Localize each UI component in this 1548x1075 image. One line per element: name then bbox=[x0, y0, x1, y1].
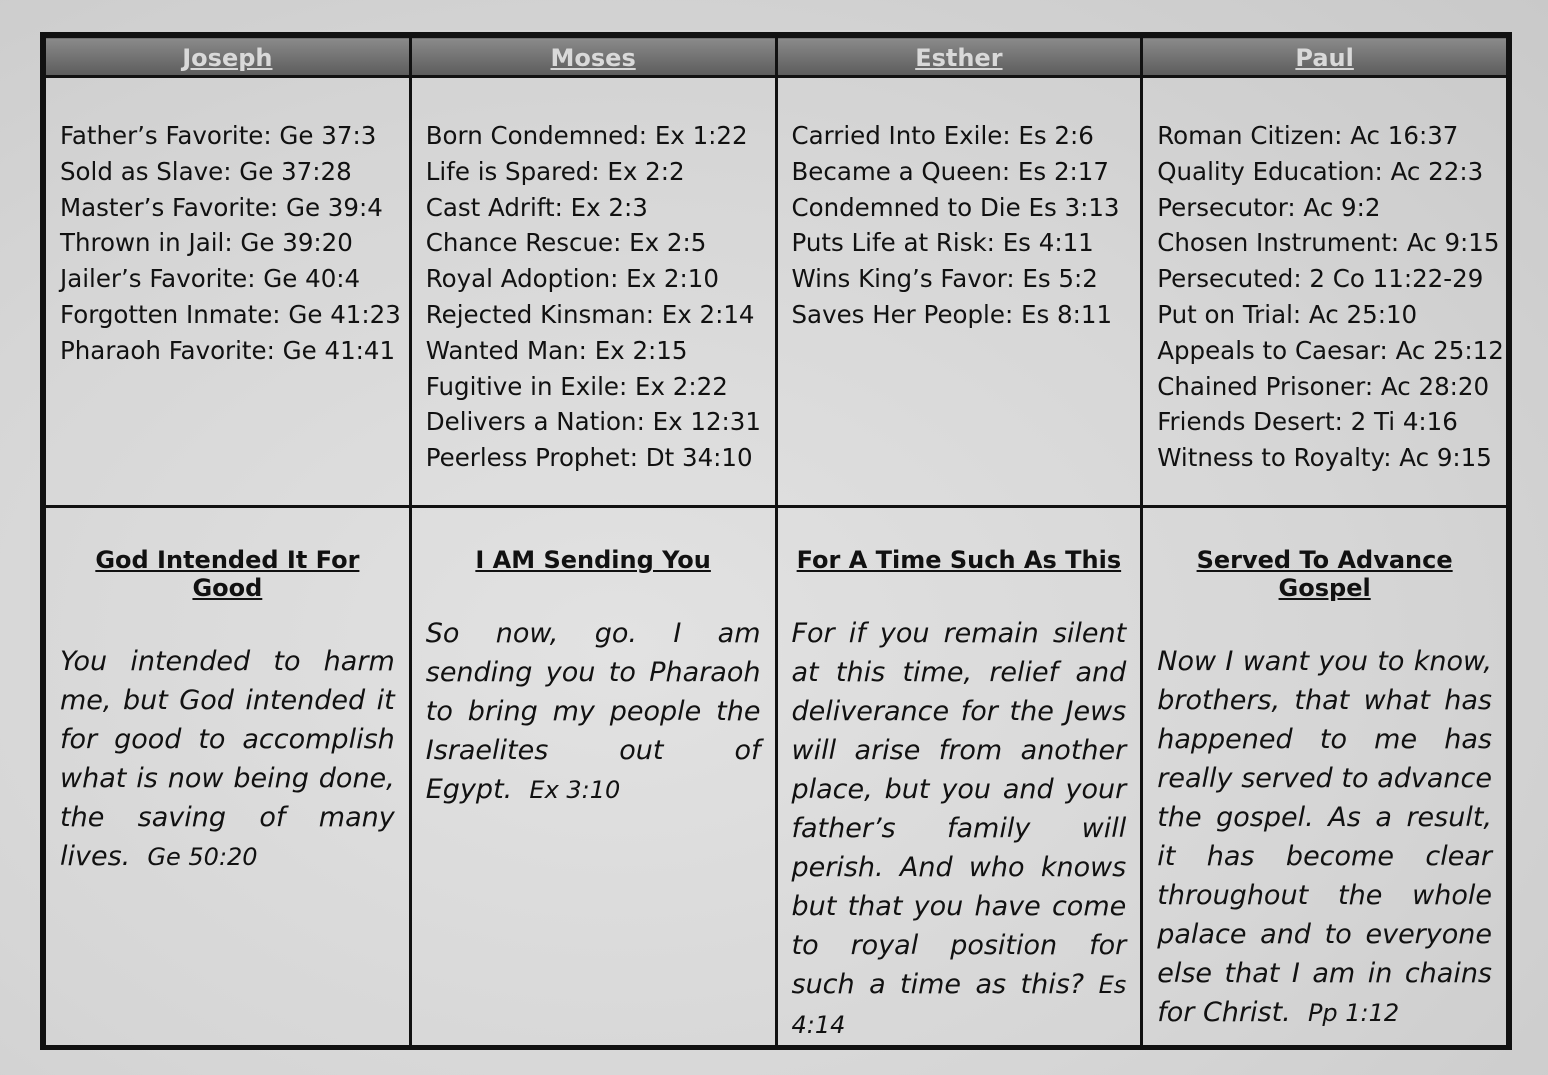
comparison-table bbox=[40, 32, 1512, 1050]
event-item: Quality Education: Ac 22:3 bbox=[1157, 156, 1484, 186]
event-item: Roman Citizen: Ac 16:37 bbox=[1157, 121, 1459, 150]
event-item: Cast Adrift: Ex 2:3 bbox=[425, 192, 648, 222]
events-list-paul bbox=[1143, 78, 1506, 476]
event-item: Thrown in Jail: Ge 39:20 bbox=[60, 228, 353, 258]
event-item: Wins King’s Favor: Es 5:2 bbox=[791, 264, 1098, 294]
quote-reference: Ex 3:10 bbox=[529, 776, 621, 804]
event-item: Condemned to Die Es 3:13 bbox=[791, 192, 1120, 222]
quote-reference: Ge 50:20 bbox=[147, 843, 258, 871]
event-item: Friends Desert: 2 Ti 4:16 bbox=[1157, 407, 1458, 437]
event-item: Wanted Man: Ex 2:15 bbox=[425, 335, 688, 365]
events-list-moses bbox=[412, 78, 775, 476]
event-item: Pharaoh Favorite: Ge 41:41 bbox=[60, 335, 396, 365]
event-item: Royal Adoption: Ex 2:10 bbox=[425, 264, 719, 294]
event-item: Sold as Slave: Ge 37:28 bbox=[60, 156, 352, 186]
comparison-grid bbox=[43, 35, 1509, 1048]
quote-text: For if you remain silent at this time, relief and deliverance for the Jews will arise from another place, but you and your father’s family will perish. And who knows but that you have come to royal position for such a time as this? bbox=[791, 618, 1127, 1000]
quote-reference: Es 4:14 bbox=[791, 971, 1127, 1039]
event-item: Peerless Prophet: Dt 34:10 bbox=[425, 443, 753, 473]
event-item: Became a Queen: Es 2:17 bbox=[791, 156, 1109, 186]
quote-text: Now I want you to know, brothers, that what has happened to me has really served to advance the gospel. As a result, it has become clear throughout the whole palace and to everyone else that I am in chains for Christ. bbox=[1157, 646, 1492, 1028]
header-joseph: Joseph bbox=[45, 37, 411, 77]
event-item: Persecuted: 2 Co 11:22-29 bbox=[1157, 264, 1484, 294]
event-item: Forgotten Inmate: Ge 41:23 bbox=[60, 299, 401, 329]
events-cell-joseph bbox=[45, 77, 411, 507]
events-cell-moses bbox=[410, 77, 776, 507]
quote-esther bbox=[792, 614, 1127, 1045]
events-cell-paul bbox=[1142, 77, 1508, 507]
header-esther: Esther bbox=[776, 37, 1142, 77]
event-item: Jailer’s Favorite: Ge 40:4 bbox=[60, 264, 361, 294]
theme-title-joseph: God Intended It For Good bbox=[95, 546, 360, 602]
quote-reference: Pp 1:12 bbox=[1307, 999, 1400, 1027]
event-item: Rejected Kinsman: Ex 2:14 bbox=[425, 299, 755, 329]
theme-cell-esther bbox=[776, 507, 1142, 1047]
event-item: Fugitive in Exile: Ex 2:22 bbox=[425, 371, 728, 401]
theme-title-moses: I AM Sending You bbox=[475, 546, 711, 574]
header-moses: Moses bbox=[410, 37, 776, 77]
event-item: Father’s Favorite: Ge 37:3 bbox=[60, 121, 377, 150]
theme-title-esther: For A Time Such As This bbox=[796, 546, 1122, 574]
event-item: Carried Into Exile: Es 2:6 bbox=[791, 121, 1094, 150]
quote-text: So now, go. I am sending you to Pharaoh to bring my people the Israelites out of Egypt. bbox=[425, 618, 761, 805]
header-row bbox=[45, 37, 1508, 77]
event-item: Chosen Instrument: Ac 9:15 bbox=[1157, 228, 1500, 258]
quote-paul bbox=[1157, 642, 1492, 1033]
theme-row bbox=[45, 507, 1508, 1047]
theme-cell-paul bbox=[1142, 507, 1508, 1047]
event-item: Born Condemned: Ex 1:22 bbox=[425, 121, 748, 150]
events-list-joseph bbox=[46, 78, 409, 369]
event-item: Put on Trial: Ac 25:10 bbox=[1157, 299, 1418, 329]
events-cell-esther bbox=[776, 77, 1142, 507]
quote-joseph bbox=[60, 642, 395, 877]
events-list-esther bbox=[778, 78, 1141, 333]
event-item: Saves Her People: Es 8:11 bbox=[791, 299, 1113, 329]
event-item: Life is Spared: Ex 2:2 bbox=[425, 156, 685, 186]
theme-cell-joseph bbox=[45, 507, 411, 1047]
theme-title-paul: Served To Advance Gospel bbox=[1196, 546, 1453, 602]
event-item: Chained Prisoner: Ac 28:20 bbox=[1157, 371, 1490, 401]
quote-moses bbox=[426, 614, 761, 810]
event-item: Chance Rescue: Ex 2:5 bbox=[425, 228, 707, 258]
event-item: Delivers a Nation: Ex 12:31 bbox=[425, 407, 761, 437]
event-item: Puts Life at Risk: Es 4:11 bbox=[791, 228, 1094, 258]
quote-text: You intended to harm me, but God intended it for good to accomplish what is now being done, the saving of many lives. bbox=[60, 646, 395, 872]
event-item: Master’s Favorite: Ge 39:4 bbox=[60, 192, 383, 222]
header-paul: Paul bbox=[1142, 37, 1508, 77]
events-row bbox=[45, 77, 1508, 507]
event-item: Persecutor: Ac 9:2 bbox=[1157, 192, 1381, 222]
theme-cell-moses bbox=[410, 507, 776, 1047]
event-item: Appeals to Caesar: Ac 25:12 bbox=[1157, 335, 1504, 365]
event-item: Witness to Royalty: Ac 9:15 bbox=[1157, 443, 1492, 473]
